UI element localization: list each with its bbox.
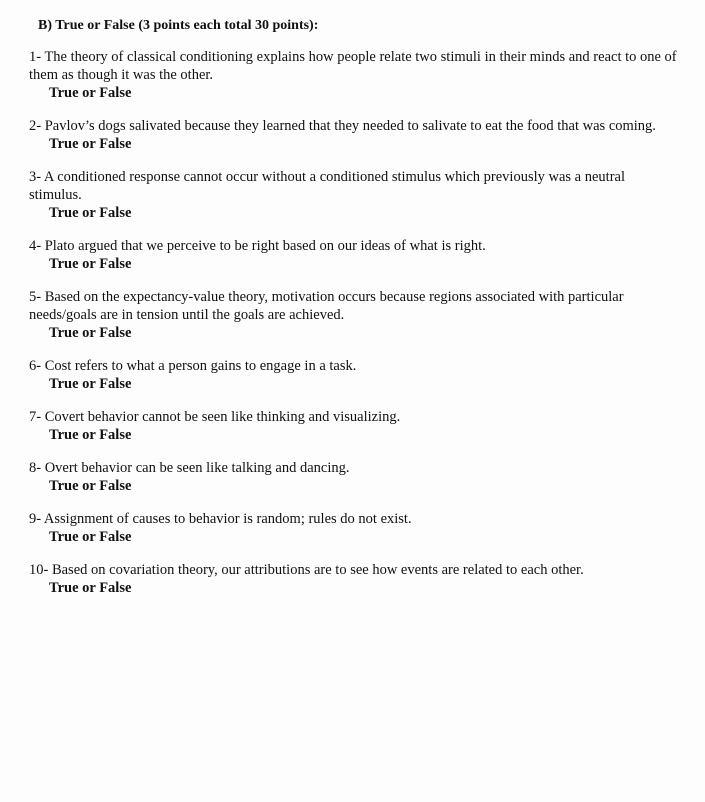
question-4 [29, 237, 681, 273]
answer-choices: True or False [49, 427, 132, 443]
question-text: 5- Based on the expectancy-value theory, motivation occurs because regions associated with particular needs/goals are in tension until the goals are achieved. [29, 289, 624, 323]
question-text: 6- Cost refers to what a person gains to engage in a task. [29, 358, 357, 374]
question-8 [29, 459, 681, 495]
question-text: 10- Based on covariation theory, our attributions are to see how events are related to each other. [29, 562, 584, 578]
question-text: 1- The theory of classical conditioning explains how people relate two stimuli in their minds and react to one of them as though it was the other. [29, 49, 677, 83]
question-9 [29, 510, 681, 546]
answer-choices: True or False [49, 376, 132, 392]
answer-choices: True or False [49, 580, 132, 596]
question-7 [29, 408, 681, 444]
answer-choices: True or False [49, 85, 132, 101]
question-10 [29, 561, 681, 597]
section-title: B) True or False (3 points each total 30 points): [38, 18, 319, 33]
question-5 [29, 288, 681, 342]
answer-choices: True or False [49, 136, 132, 152]
question-text: 3- A conditioned response cannot occur without a conditioned stimulus which previously was a neutral stimulus. [29, 169, 625, 203]
question-6 [29, 357, 681, 393]
answer-choices: True or False [49, 529, 132, 545]
question-2 [29, 117, 681, 153]
answer-choices: True or False [49, 478, 132, 494]
question-3 [29, 168, 681, 222]
question-text: 2- Pavlov’s dogs salivated because they learned that they needed to salivate to eat the food that was coming. [29, 118, 656, 134]
question-text: 7- Covert behavior cannot be seen like thinking and visualizing. [29, 409, 401, 425]
answer-choices: True or False [49, 325, 132, 341]
question-1 [29, 48, 681, 102]
question-text: 9- Assignment of causes to behavior is random; rules do not exist. [29, 511, 412, 527]
answer-choices: True or False [49, 256, 132, 272]
answer-choices: True or False [49, 205, 132, 221]
question-text: 4- Plato argued that we perceive to be right based on our ideas of what is right. [29, 238, 486, 254]
question-text: 8- Overt behavior can be seen like talking and dancing. [29, 460, 350, 476]
